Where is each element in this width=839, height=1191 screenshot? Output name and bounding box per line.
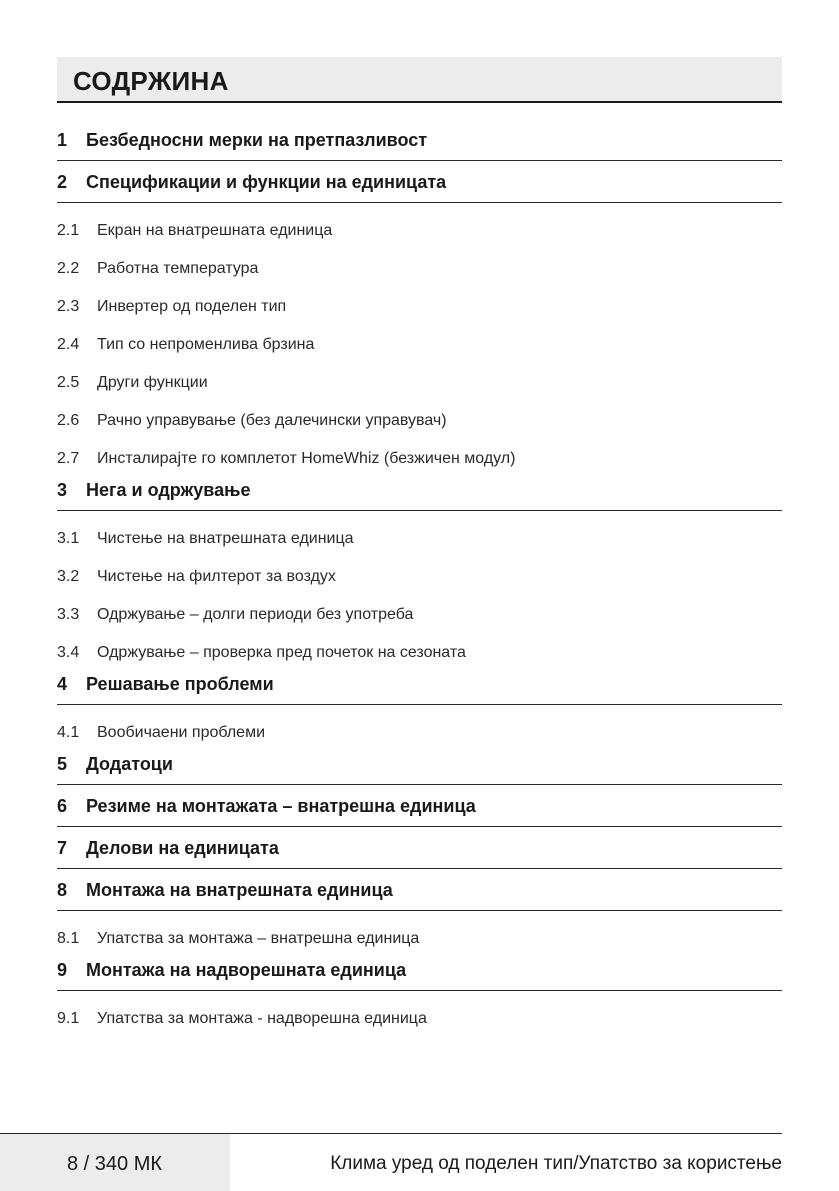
section-title: Монтажа на внатрешната единица <box>86 880 393 900</box>
toc-section-1[interactable] <box>57 122 782 161</box>
section-number: 8 <box>57 880 68 900</box>
subsection-title: Други функции <box>97 374 208 391</box>
subsection-number: 3.4 <box>57 644 80 661</box>
toc-subsection-3-1[interactable] <box>57 514 782 552</box>
toc-subsection-2-4[interactable] <box>57 320 782 358</box>
subsection-number: 2.6 <box>57 412 80 429</box>
toc-subsection-3-2[interactable] <box>57 552 782 590</box>
section-number: 5 <box>57 754 68 774</box>
section-title: Решавање проблеми <box>86 674 274 694</box>
subsection-title: Работна температура <box>97 260 259 277</box>
section-title: Нега и одржување <box>86 480 251 500</box>
section-title: Спецификации и функции на единицата <box>86 172 447 192</box>
subsection-title: Вообичаени проблеми <box>97 724 265 741</box>
subsection-title: Одржување – проверка пред почеток на сезоната <box>97 644 466 661</box>
subsection-number: 9.1 <box>57 1010 80 1027</box>
toc-subsection-2-7[interactable] <box>57 434 782 472</box>
section-number: 9 <box>57 960 68 980</box>
toc-section-9[interactable] <box>57 952 782 991</box>
subsection-number: 4.1 <box>57 724 80 741</box>
subsection-number: 2.4 <box>57 336 80 353</box>
subsection-title: Упатства за монтажа – внатрешна единица <box>97 930 420 947</box>
subsection-number: 2.1 <box>57 222 80 239</box>
section-number: 3 <box>57 480 68 500</box>
subsection-title: Рачно управување (без далечински управувач) <box>97 412 447 429</box>
subsection-number: 2.3 <box>57 298 80 315</box>
toc-section-7[interactable] <box>57 830 782 869</box>
toc-subsection-2-3[interactable] <box>57 282 782 320</box>
subsection-number: 2.7 <box>57 450 80 467</box>
toc-subsection-3-3[interactable] <box>57 590 782 628</box>
subsection-number: 3.2 <box>57 568 80 585</box>
subsection-number: 3.1 <box>57 530 80 547</box>
toc-subsection-9-1[interactable] <box>57 994 782 1032</box>
toc-subsection-2-6[interactable] <box>57 396 782 434</box>
section-title: Делови на единицата <box>86 838 279 858</box>
subsection-title: Упатства за монтажа - надворешна единица <box>97 1010 427 1027</box>
section-number: 1 <box>57 130 68 150</box>
subsection-title: Тип со непроменлива брзина <box>97 336 315 353</box>
toc-subsection-2-5[interactable] <box>57 358 782 396</box>
table-of-contents <box>57 122 782 1032</box>
subsection-title: Чистење на филтерот за воздух <box>97 568 336 585</box>
section-title: Монтажа на надворешната единица <box>86 960 407 980</box>
section-number: 6 <box>57 796 68 816</box>
toc-section-6[interactable] <box>57 788 782 827</box>
toc-subsection-3-4[interactable] <box>57 628 782 666</box>
title-bar <box>57 57 782 103</box>
subsection-title: Чистење на внатрешната единица <box>97 530 354 547</box>
subsection-title: Инвертер од поделен тип <box>97 298 287 315</box>
subsection-number: 3.3 <box>57 606 80 623</box>
section-title: Резиме на монтажата – внатрешна единица <box>86 796 476 816</box>
toc-subsection-8-1[interactable] <box>57 914 782 952</box>
section-title: Безбедносни мерки на претпазливост <box>86 130 428 150</box>
subsection-title: Инсталирајте го комплетот HomeWhiz (безжичен модул) <box>97 450 516 467</box>
subsection-number: 2.5 <box>57 374 80 391</box>
page-title: СОДРЖИНА <box>73 66 229 96</box>
section-title: Додатоци <box>86 754 173 774</box>
section-number: 7 <box>57 838 68 858</box>
toc-subsection-2-2[interactable] <box>57 244 782 282</box>
section-number: 4 <box>57 674 68 694</box>
subsection-number: 8.1 <box>57 930 80 947</box>
subsection-title: Екран на внатрешната единица <box>97 222 333 239</box>
toc-section-8[interactable] <box>57 872 782 911</box>
section-number: 2 <box>57 172 68 192</box>
toc-subsection-2-1[interactable] <box>57 206 782 244</box>
toc-section-2[interactable] <box>57 164 782 203</box>
toc-section-5[interactable] <box>57 746 782 785</box>
document-title: Клима уред од поделен тип/Упатство за користење <box>330 1153 782 1174</box>
subsection-title: Одржување – долги периоди без употреба <box>97 606 414 623</box>
subsection-number: 2.2 <box>57 260 80 277</box>
toc-section-4[interactable] <box>57 666 782 705</box>
toc-section-3[interactable] <box>57 472 782 511</box>
page-number: 8 / 340 МК <box>67 1153 163 1175</box>
toc-subsection-4-1[interactable] <box>57 708 782 746</box>
